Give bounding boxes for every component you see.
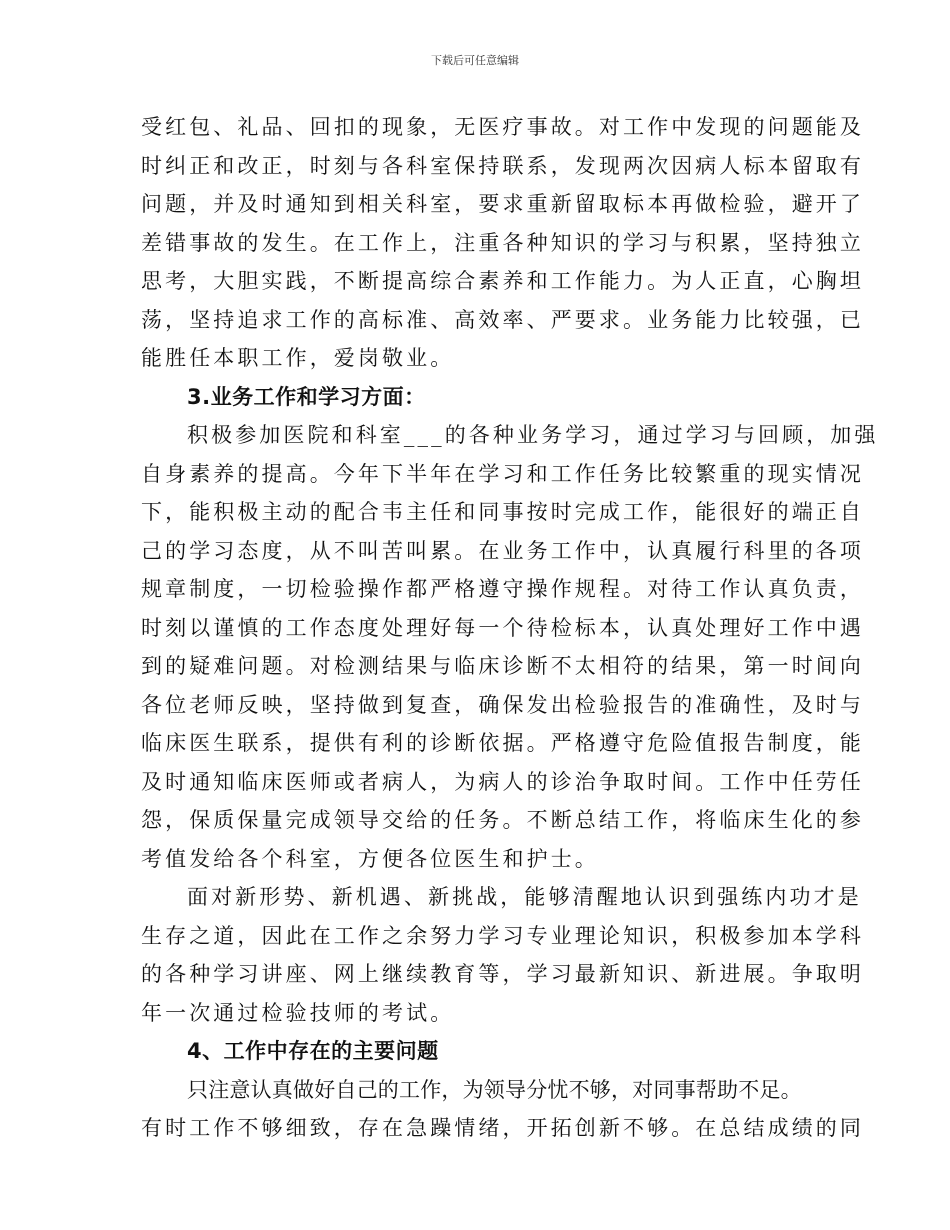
body-line: 时纠正和改正，时刻与各科室保持联系，发现两次因病人标本留取有: [141, 153, 864, 178]
body-line: 自身素养的提高。今年下半年在学习和工作任务比较繁重的现实情况: [141, 461, 864, 486]
paragraph-first-line: 积极参加医院和科室___的各种业务学习，通过学习与回顾，加强: [187, 423, 879, 447]
body-line: 年一次通过检验技师的考试。: [141, 1000, 455, 1025]
body-line: 下，能积极主动的配合韦主任和同事按时完成工作，能很好的端正自: [141, 500, 864, 524]
body-line: 生存之道，因此在工作之余努力学习专业理论知识，积极参加本学科: [141, 923, 864, 948]
body-line: 各位老师反映，坚持做到复查，确保发出检验报告的准确性，及时与: [141, 692, 864, 717]
body-line: 到的疑难问题。对检测结果与临床诊断不太相符的结果，第一时间向: [141, 654, 864, 678]
body-line: 受红包、礼品、回扣的现象，无医疗事故。对工作中发现的问题能及: [141, 115, 864, 139]
body-line: 时刻以谨慎的工作态度处理好每一个待检标本，认真处理好工作中遇: [141, 615, 864, 640]
page-header: 下载后可任意编辑: [431, 54, 519, 67]
body-line: 己的学习态度，从不叫苦叫累。在业务工作中，认真履行科里的各项: [141, 538, 864, 563]
body-line: 能胜任本职工作，爱岗敬业。: [141, 346, 455, 370]
body-line: 及时通知临床医师或者病人，为病人的诊治争取时间。工作中任劳任: [141, 769, 864, 794]
body-line: 荡，坚持追求工作的高标准、高效率、严要求。业务能力比较强，已: [141, 307, 864, 332]
body-line: 考值发给各个科室，方便各位医生和护士。: [141, 846, 599, 871]
body-line: 思考，大胆实践，不断提高综合素养和工作能力。为人正直，心胸坦: [141, 269, 864, 293]
body-line: 临床医生联系，提供有利的诊断依据。严格遵守危险值报告制度，能: [141, 731, 864, 755]
document-body: [141, 108, 879, 1148]
section-heading: 3.业务工作和学习方面：: [187, 384, 426, 409]
body-line: 的各种学习讲座、网上继续教育等，学习最新知识、新进展。争取明: [141, 962, 864, 986]
body-line: 有时工作不够细致，存在急躁情绪，开拓创新不够。在总结成绩的同: [141, 1116, 864, 1140]
paragraph-first-line: 只注意认真做好自己的工作，为领导分忧不够，对同事帮助不足。: [187, 1077, 802, 1102]
section-heading: 4、工作中存在的主要问题: [187, 1039, 439, 1063]
body-line: 规章制度，一切检验操作都严格遵守操作规程。对待工作认真负责，: [141, 577, 864, 601]
paragraph-first-line: 面对新形势、新机遇、新挑战，能够清醒地认识到强练内功才是: [187, 885, 862, 909]
body-line: 差错事故的发生。在工作上，注重各种知识的学习与积累，坚持独立: [141, 230, 864, 255]
body-line: 问题，并及时通知到相关科室，要求重新留取标本再做检验，避开了: [141, 192, 864, 216]
body-line: 怨，保质保量完成领导交给的任务。不断总结工作，将临床生化的参: [141, 808, 864, 832]
